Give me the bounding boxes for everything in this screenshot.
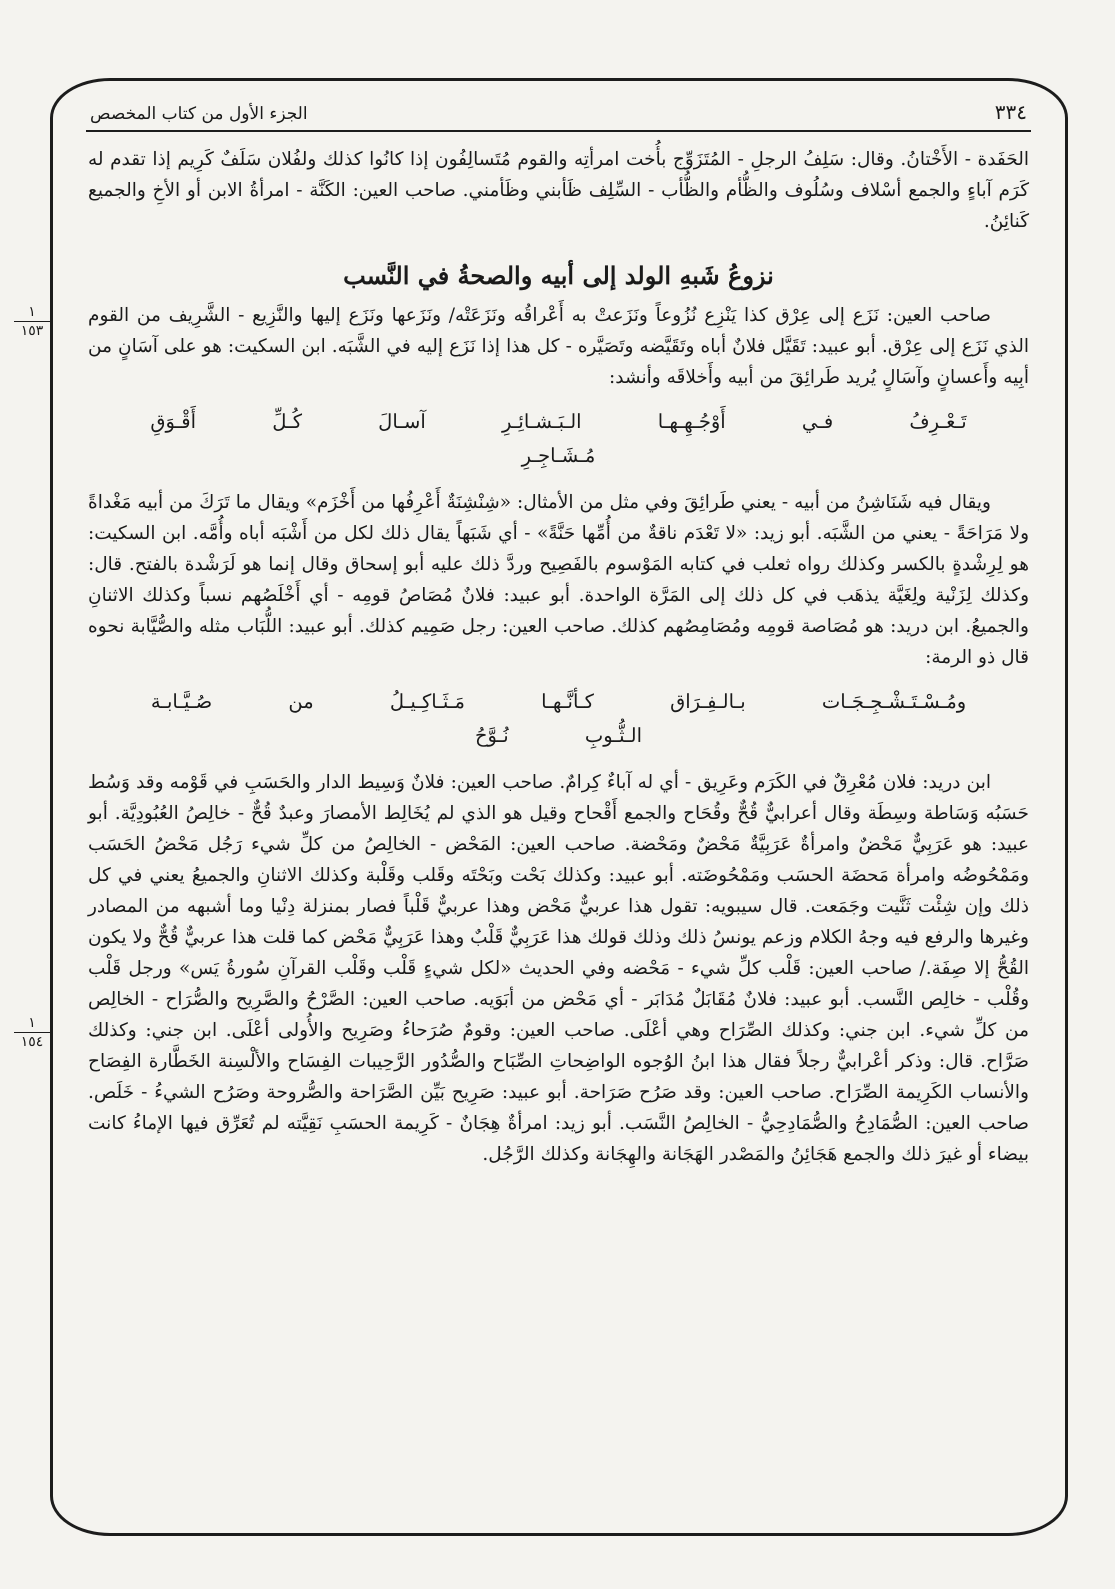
page-number: ٣٣٤ [994, 100, 1027, 124]
final-paragraph-block [20, 767, 1031, 1170]
margin-ref-top: ١ [14, 304, 50, 322]
section-body [20, 300, 1031, 1170]
paragraph: ابن دريد: فلان مُعْرِقٌ في الكَرَم وعَرِيق - أي له آباءٌ كِرامٌ. صاحب العين: فلانٌ وَسِيط الدار والحَسَبِ في قَوْمه وقد وَسُط حَسَبُه وَسَاطة وسِطَة وقال أعرابيٌّ قُحٌّ وقُحَاح والجمع أَقْحاح وقيل هو الذي لم يُخَالِط الأمصارَ وعبدٌ قُحٌّ - خالِصُ العُبُودِيَّة. أبو عبيد: هو عَرَبِيٌّ مَحْضٌ وامرأةٌ عَرَبِيَّةٌ مَحْضٌ ومَحْضة. صاحب العين: المَحْض - الخالِصُ من كلِّ شيء رَجُل مَحْضُ الحَسَب ومَمْحُوضُه وامرأة مَحضَة الحسَب ومَمْحُوضَته. أبو عبيد: وكذلك بَحْت وبَحْتَه وقَلب وقَلْبة وكذلك الاثنانِ والجميعُ يعني في كل ذلك وإن شِئْت ثَنَّيت وجَمَعت. قال سيبويه: تقول هذا عربيٌّ مَحْض وهذا عربيٌّ قَلْباً فصار بمنزلة دِنْيا وما أشبهه من المصادر وغيرها والرفع فيه وجهُ الكلام وزعم يونسُ ذلك وذلك قولك هذا عَرَبِيٌّ قَلْبٌ وهذا عَرَبِيٌّ مَحْض كما قلت هذا عربيٌّ قُحٌّ ولا يكون القُحُّ إلا صِفَة./ صاحب العين: قَلْب كلِّ شيء - مَحْضه وفي الحديث «لكل شيءٍ قَلْب وقَلْب القرآنِ سُورةُ يَس» ورجل قَلْب وقُلْب - خالِص النَّسب. أبو عبيد: فلانٌ مُقَابَلٌ مُدَابَر - أي مَحْض من أبَوَيه. صاحب العين: الصَّرْحُ والصَّرِيح والصُّرَاح - الخالِص من كلِّ شيء. ابن جني: وكذلك الصِّرَاح وهي أعْلَى. صاحب العين: وقومٌ صُرَحاءُ وصَرِيح والأُولى أعْلَى. ابن جني: وكذلك صَرَّاح. قال: وذكر أعْرابيٌّ رجلاً فقال هذا ابنُ الوُجوه الواضِحاتِ الصِّبَاح والصُّدُور الرَّحِيبات الفِسَاح والألْسِنة الخَطَّارة الفِصَاح والأنساب الكَرِيمة الصِّرَاح. صاحب العين: وقد صَرُح صَرَاحة. أبو عبيد: صَرِيح بَيِّن الصَّرَاحة والصُّروحة وصَرُح الشيءُ - خَلَص. صاحب العين: الصُّمَادِحُ والصُّمَادِحِيُّ - الخالِصُ النَّسَب. أبو زيد: امرأةٌ هِجَانٌ - كَرِيمة الحسَبِ نَقِيَّته لم تُعَرِّق فيها الإماءُ كانت بيضاء أو غيرَ ذلك والجمع هَجَائِنُ والمَصْدر الهَجَانة والهِجَانة وكذلك الرَّجُل. [88, 772, 1030, 1165]
paragraph: ويقال فيه شَنَاشِنُ من أبيه - يعني طَرائِقَ وفي مثل من الأمثال: «شِنْشِنَةٌ أَعْرِفُها من أَخْزَم» ويقال ما تَرَكَ من أبيه مَغْداةً ولا مَرَاحَةً - يعني من الشَّبَه. أبو زيد: «لا تَعْدَم ناقةٌ من أُمِّها حَنَّةً» - أي شَبَهاً يقال ذلك لكل من أَشْبَه أباه وأُمَّه. ابن السكيت: هو لِرِشْدةٍ بالكسر وكذلك رواه ثعلب في كتابه المَوْسوم بالفَصِيح وردَّ ذلك عليه أبو إسحاق وقال إنما هو لَرَشْدة بالفتح. قال: وكذلك لِزَنْية ولِغَيَّة يذهَب في كل ذلك إلى المَرَّة الواحدة. أبو عبيد: فلانٌ مُصَاصُ قومِه - أي أَخْلَصُهم نسباً وكذلك الاثنانِ والجميعُ. ابن دريد: هو مُصَاصة قومِه ومُصَامِصُهم كذلك. صاحب العين: رجل صَمِيم كذلك. أبو عبيد: اللُّبَاب مثله والصُّيَّابة نحوه قال ذو الرمة: [88, 492, 1029, 668]
intro-paragraph: الحَفَدة - الأَخْتانُ. وقال: سَلِفُ الرجلِ - المُتَزَوِّج بأُخت امرأتِه والقوم مُتَسالِفُون إذا كانُوا كذلك ولفُلان سَلَفٌ كَرِيم إذا تقدم له كَرَم آباءٍ والجمع أسْلاف وسُلُوف والظُّأم والظُّأب - السِّلِف ظَأبني وظَأمني. صاحب العين: الكَنَّة - امرأةُ الابن أو الأخِ والجميع كَنائِنُ. [88, 149, 1029, 232]
poetry-verse: تَـعْـرِفُ فـي أَوْجُـهِـهـا الـبَـشـائِـرِ آسـالَ كُـلِّ أَقْـوَقِ مُـشَـاجِـرِ [150, 410, 967, 467]
margin-ref-top: ١ [14, 1015, 50, 1033]
margin-ref-bottom: ١٥٣ [20, 323, 44, 339]
paragraph: صاحب العين: نَزَع إلى عِرْق كذا يَنْزِع نُزُوعاً ونَزَعتْ به أَعْراقُه ونَزَعَتْه/ ونَزَعها ونَزَع إليها والنَّزِيع - الشَّرِيف من القوم الذي نَزَع إلى عِرْق. أبو عبيد: تَقَيَّل فلانٌ أباه وتَقَيَّضه وتَصَيَّره - كل هذا إذا نَزَع إليه في الشَّبَه. ابن السكيت: هو على آسَانٍ من أبِيه وأَعسانٍ وآسَالٍ يُريد طَرائِقَ من أبيه وأَخلاقَه وأنشد: [88, 305, 1029, 388]
book-title: الجزء الأول من كتاب المخصص [90, 104, 308, 124]
poetry-verse: ومُـسْـتَـشْـجِـجَـات بـالـفِـرَاق كـأنَّـهـا مَـثَـاكِـيـلُ من صُـيَّـابـة الـثُّـوبِ نُـوَّحُ [150, 690, 967, 747]
book-page [20, 92, 1031, 1170]
section-title: نزوعُ شَبهِ الولد إلى أبيه والصحةُ في النَّسب [343, 261, 774, 290]
running-header [86, 92, 1031, 132]
margin-page-ref [14, 304, 50, 339]
margin-ref-bottom: ١٥٤ [20, 1034, 44, 1050]
margin-page-ref [14, 1015, 50, 1050]
